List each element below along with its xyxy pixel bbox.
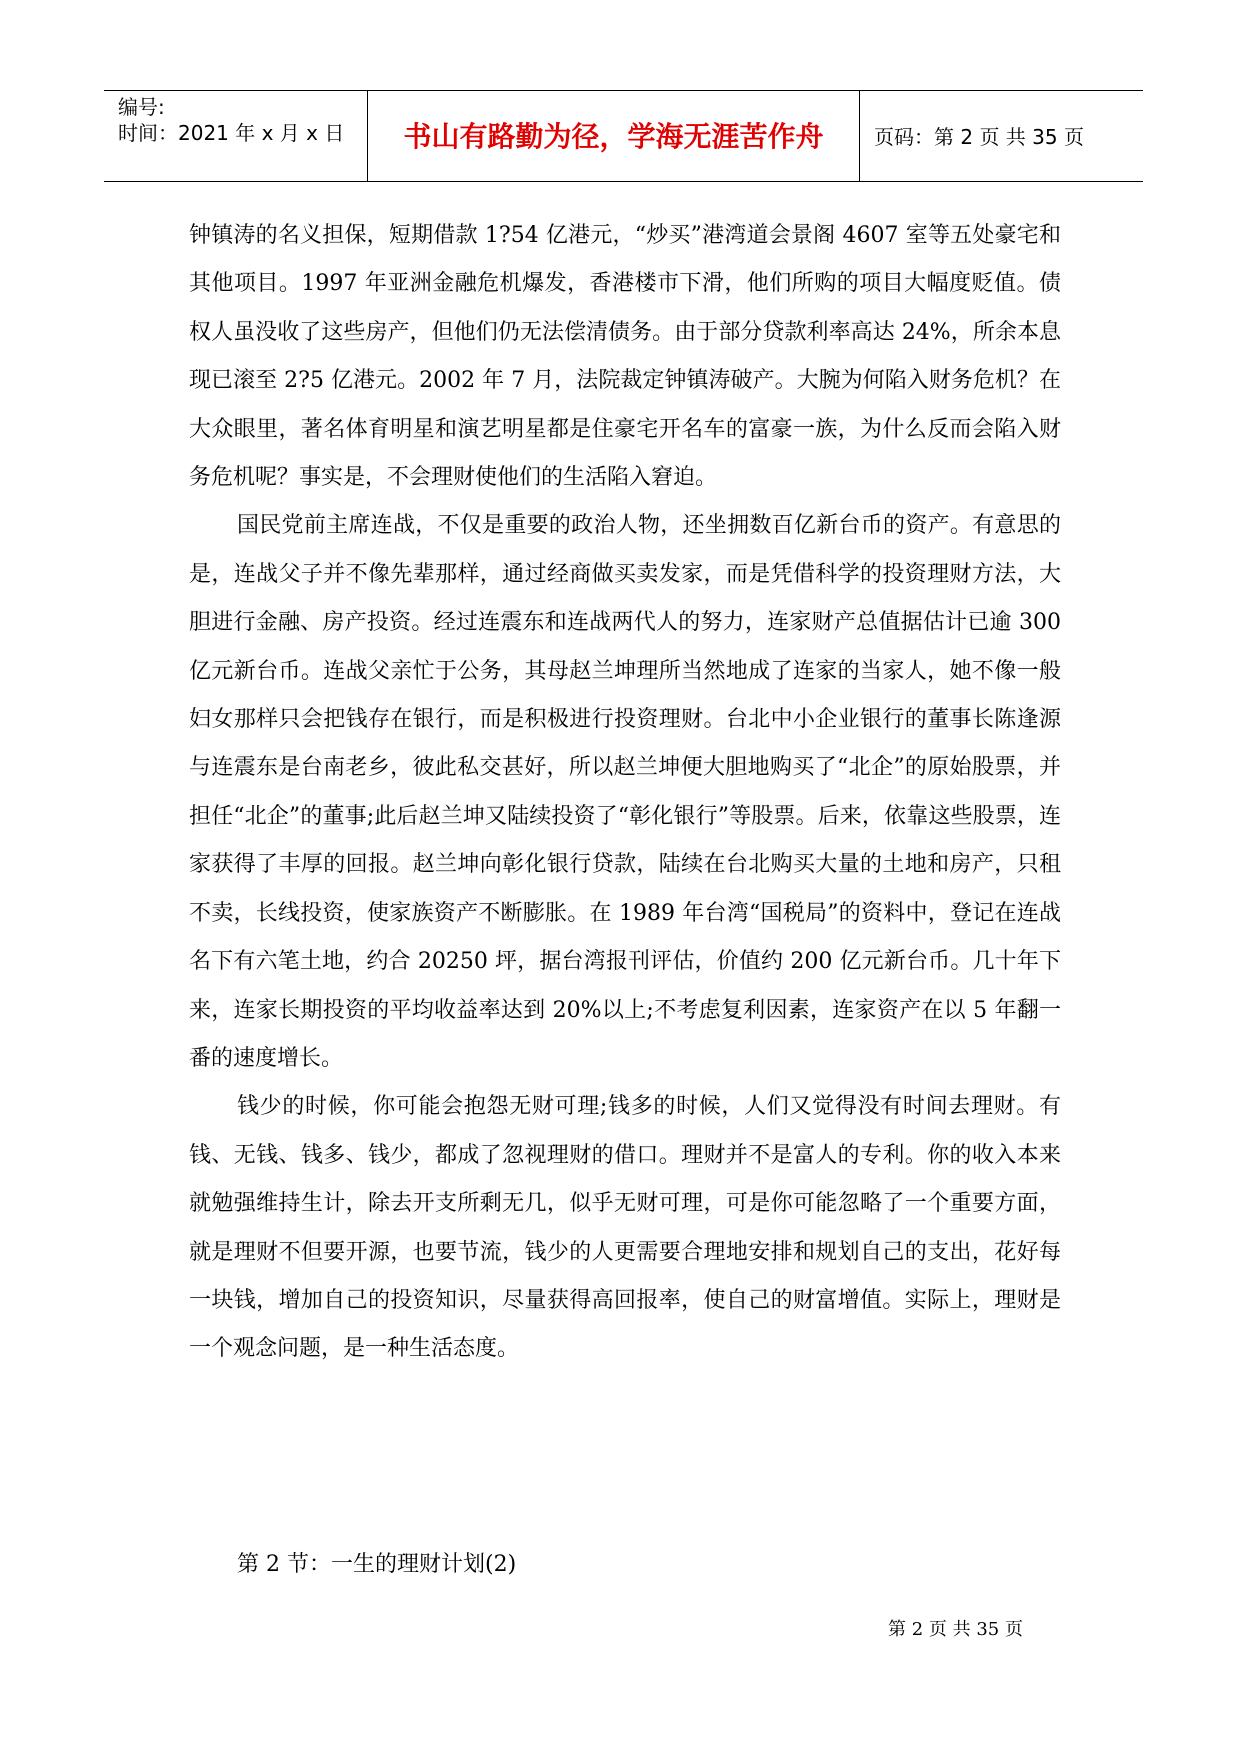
paragraph-1: 钟镇涛的名义担保，短期借款 1?54 亿港元，“炒买”港湾道会景阁 4607 室等五处豪宅和其他项目。1997 年亚洲金融危机爆发，香港楼市下滑，他们所购的项目大幅度贬值。债权人虽没收了这些房产，但他们仍无法偿清债务。由于部分贷款利率高达 24%，所余本息现已滚至 2?5 亿港元。2002 年 7 月，法院裁定钟镇涛破产。大腕为何陷入财务危机？在大众眼里，著名体育明星和演艺明星都是住豪宅开名车的富豪一族，为什么反而会陷入财务危机呢？事实是，不会理财使他们的生活陷入窘迫。 bbox=[189, 223, 1061, 491]
document-number-label: 编号: bbox=[118, 95, 165, 119]
header-page-number: 页码：第 2 页 共 35 页 bbox=[874, 125, 1084, 149]
document-time-label: 时间：2021 年 x 月 x 日 bbox=[118, 121, 345, 145]
header-motto-cell bbox=[368, 91, 860, 181]
page-header bbox=[104, 90, 1143, 182]
page-footer: 第 2 页 共 35 页 bbox=[888, 1619, 1023, 1640]
document-body bbox=[189, 212, 1061, 1374]
section-heading: 第 2 节：一生的理财计划(2) bbox=[237, 1552, 517, 1577]
header-info-cell bbox=[104, 91, 368, 181]
paragraph-3: 钱少的时候，你可能会抱怨无财可理;钱多的时候，人们又觉得没有时间去理财。有钱、无钱、钱多、钱少，都成了忽视理财的借口。理财并不是富人的专利。你的收入本来就勉强维持生计，除去开支所剩无几，似乎无财可理，可是你可能忽略了一个重要方面，就是理财不但要开源，也要节流，钱少的人更需要合理地安排和规划自己的支出，花好每一块钱，增加自己的投资知识，尽量获得高回报率，使自己的财富增值。实际上，理财是一个观念问题，是一种生活态度。 bbox=[189, 1094, 1061, 1362]
header-motto: 书山有路勤为径，学海无涯苦作舟 bbox=[403, 120, 824, 153]
header-page-cell bbox=[860, 91, 1143, 181]
paragraph-2: 国民党前主席连战，不仅是重要的政治人物，还坐拥数百亿新台币的资产。有意思的是，连战父子并不像先辈那样，通过经商做买卖发家，而是凭借科学的投资理财方法，大胆进行金融、房产投资。经过连震东和连战两代人的努力，连家财产总值据估计已逾 300 亿元新台币。连战父亲忙于公务，其母赵兰坤理所当然地成了连家的当家人，她不像一般妇女那样只会把钱存在银行，而是积极进行投资理财。台北中小企业银行的董事长陈逢源与连震东是台南老乡，彼此私交甚好，所以赵兰坤便大胆地购买了“北企”的原始股票，并担任“北企”的董事;此后赵兰坤又陆续投资了“彰化银行”等股票。后来，依靠这些股票，连家获得了丰厚的回报。赵兰坤向彰化银行贷款，陆续在台北购买大量的土地和房产，只租不卖，长线投资，使家族资产不断膨胀。在 1989 年台湾“国税局”的资料中，登记在连战名下有六笔土地，约合 20250 坪，据台湾报刊评估，价值约 200 亿元新台币。几十年下来，连家长期投资的平均收益率达到 20%以上;不考虑复利因素，连家资产在以 5 年翻一番的速度增长。 bbox=[189, 513, 1061, 1071]
